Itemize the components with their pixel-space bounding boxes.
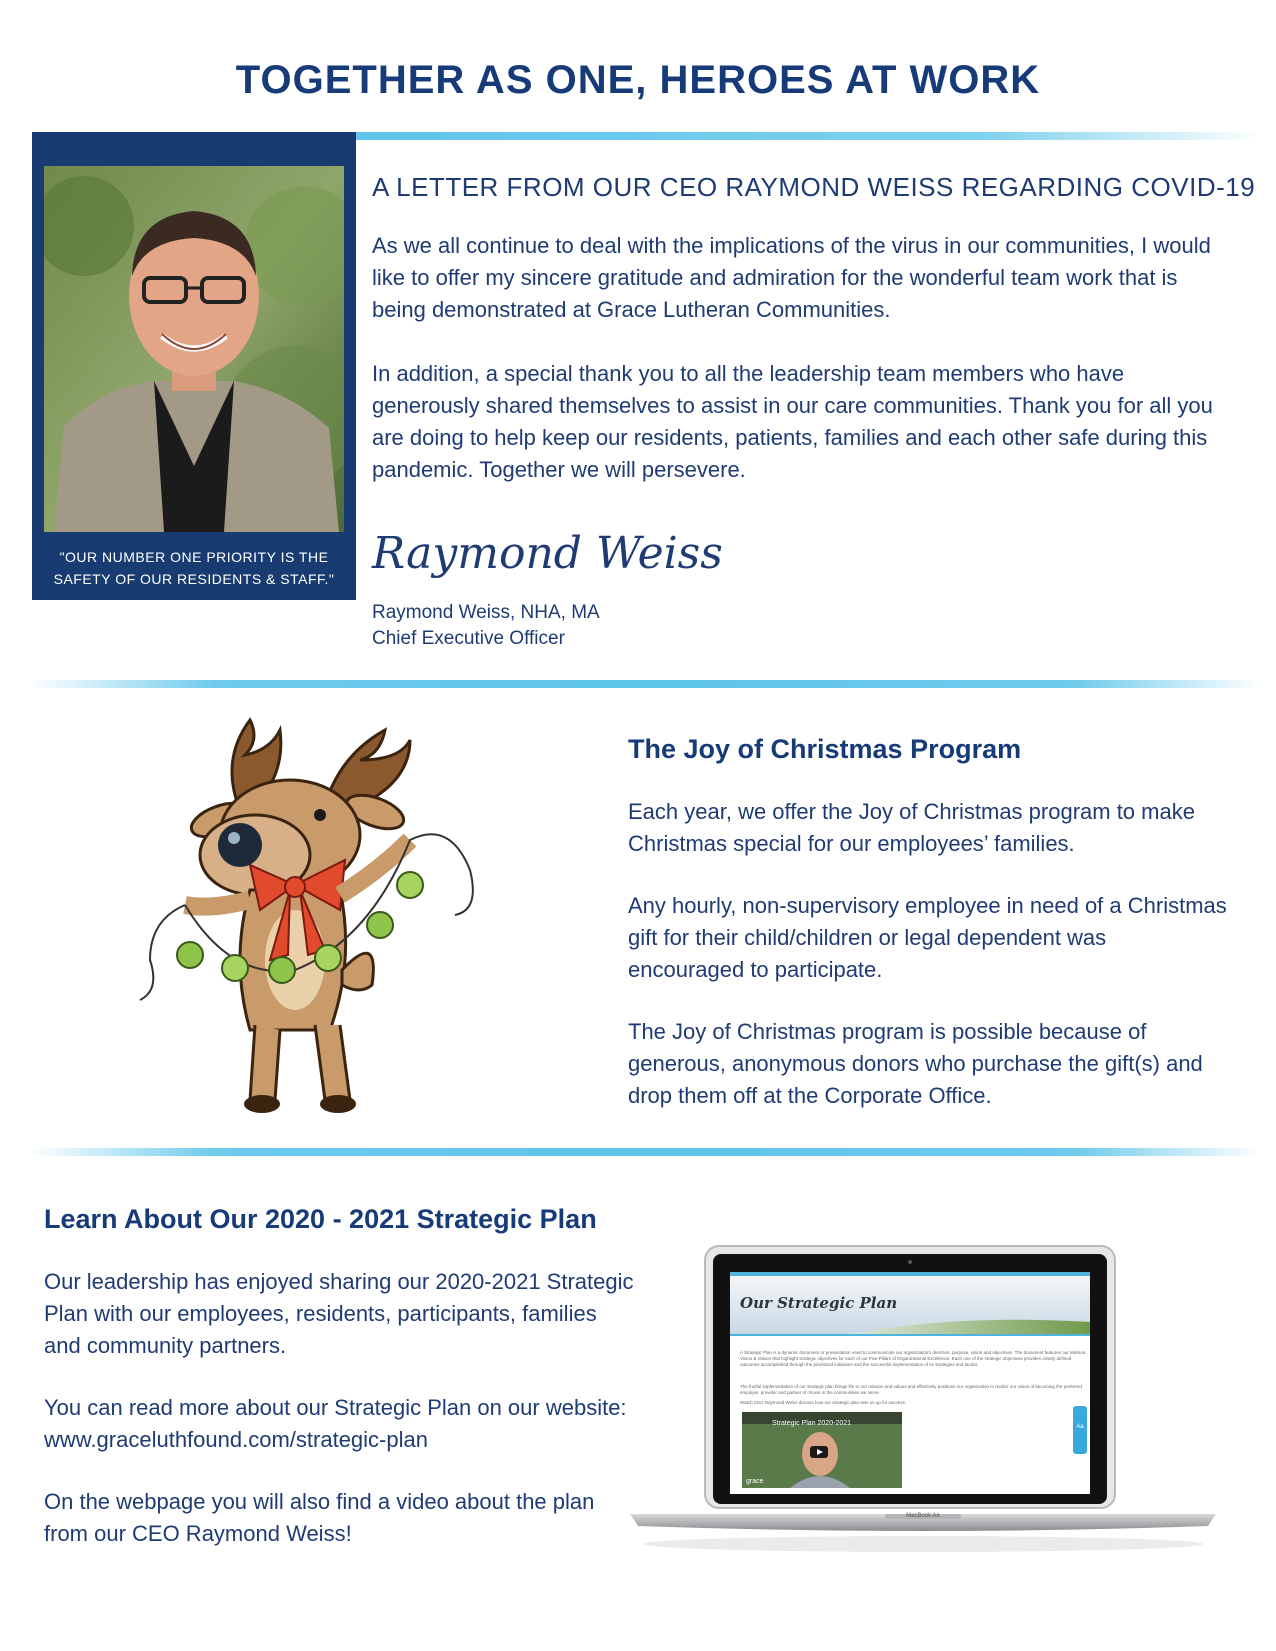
screen-second-text: The fruitful implementation of our strategic plan brings life to our mission and values and effectively positions our organization to realize our vision of becoming the preferred employer, provider and partner of choice in the communities we serve. <box>740 1384 1082 1395</box>
ceo-title: Chief Executive Officer <box>372 628 565 649</box>
divider <box>30 1148 1260 1156</box>
laptop-mockup <box>630 1244 1216 1564</box>
joy-heading: The Joy of Christmas Program <box>628 734 1022 764</box>
ceo-quote <box>32 546 356 590</box>
joy-body <box>628 796 1228 1142</box>
laptop-model-label: MacBook Air <box>906 1513 940 1519</box>
letter-paragraph: In addition, a special thank you to all the leadership team members who have generously shared themselves to assist in our care communities. Thank you for all you are doing to help keep our residents, patients, families and each other safe during this pandemic. Together we will persevere. <box>372 361 1213 482</box>
strategic-plan-body <box>44 1266 634 1580</box>
strategic-plan-heading: Learn About Our 2020 - 2021 Strategic Plan <box>44 1204 597 1234</box>
ceo-name: Raymond Weiss, NHA, MA <box>372 602 600 623</box>
accessibility-widget: Aa <box>1076 1424 1084 1430</box>
letter-paragraph: As we all continue to deal with the implications of the virus in our communities, I would like to offer my sincere gratitude and admiration for the wonderful team work that is being demonstrated at Grace Lutheran Communities. <box>372 233 1211 322</box>
joy-paragraph: Each year, we offer the Joy of Christmas program to make Christmas special for our employees’ families. <box>628 799 1195 856</box>
video-brand: grace <box>746 1478 764 1485</box>
ceo-photo <box>44 166 344 532</box>
page-title: TOGETHER AS ONE, HEROES AT WORK <box>235 58 1041 102</box>
divider <box>355 132 1260 140</box>
joy-paragraph: The Joy of Christmas program is possible because of generous, anonymous donors who purchase the gift(s) and drop them off at the Corporate Office. <box>628 1019 1203 1108</box>
screen-intro-text: A Strategic Plan is a dynamic document or presentation used to communicate our organization's direction, purpose, vision and objectives. The document features our Mission, Vision & Values that highlight strategic objectives for each of our Five Pillars of Organizational Excellence. Each one of the strategic objectives provides clearly defined outcomes accomplished through the prioritized initiatives and the successful implementation of its strategies and tactics. <box>740 1350 1087 1367</box>
quote-line: "OUR NUMBER ONE PRIORITY IS THE <box>59 549 329 565</box>
screen-page-title: Our Strategic Plan <box>740 1294 898 1312</box>
ceo-signature: Raymond Weiss <box>372 528 723 579</box>
quote-line: SAFETY OF OUR RESIDENTS & STAFF." <box>53 571 335 587</box>
letter-heading: A LETTER FROM OUR CEO RAYMOND WEISS REGARDING COVID-19 <box>372 172 1256 202</box>
strategic-paragraph: You can read more about our Strategic Plan on our website: www.graceluthfound.com/strategic-plan <box>44 1395 627 1452</box>
video-title: Strategic Plan 2020-2021 <box>772 1420 851 1427</box>
strategic-paragraph: Our leadership has enjoyed sharing our 2020-2021 Strategic Plan with our employees, residents, participants, families and community partners. <box>44 1269 634 1358</box>
divider <box>30 680 1260 688</box>
joy-paragraph: Any hourly, non-supervisory employee in need of a Christmas gift for their child/children or legal dependent was encouraged to participate. <box>628 893 1227 982</box>
screen-video-caption: Watch CEO Raymond Weiss discuss how our strategic plan sets us up for success. <box>740 1400 907 1405</box>
strategic-paragraph: On the webpage you will also find a video about the plan from our CEO Raymond Weiss! <box>44 1489 595 1546</box>
letter-body <box>372 230 1232 518</box>
signature-block <box>372 600 600 652</box>
reindeer-illustration <box>110 700 530 1140</box>
